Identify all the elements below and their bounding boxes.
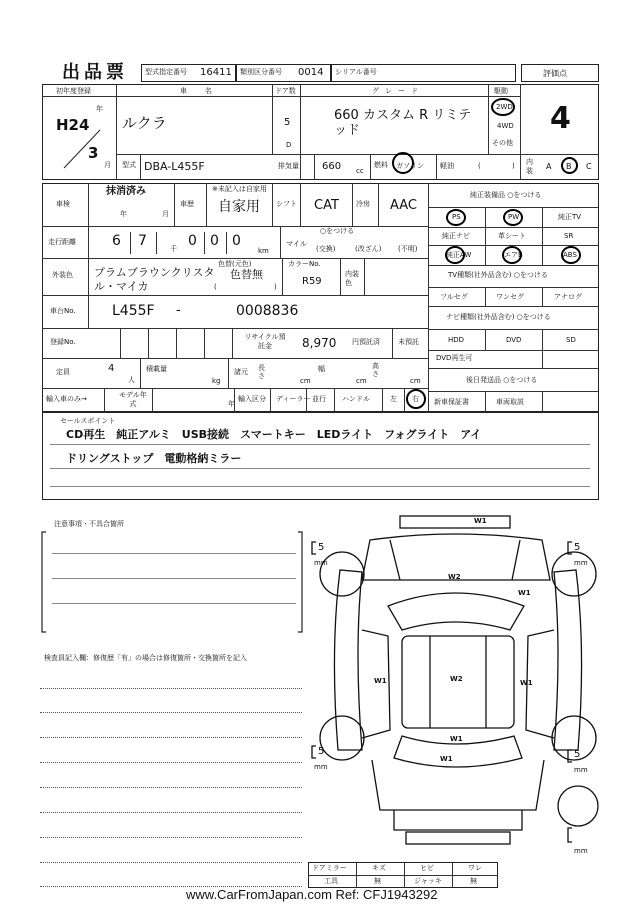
length-label: 長さ — [258, 364, 265, 380]
usage-value: 自家用 — [218, 199, 260, 215]
tread-rear-left-unit: mm — [314, 763, 328, 771]
equip-airbag: エアB — [504, 251, 523, 259]
width-label: 幅 — [318, 365, 325, 373]
class-value: 0014 — [298, 67, 324, 78]
chassis-number: 0008836 — [236, 303, 299, 319]
import-dealer: ディーラー — [276, 395, 311, 403]
import-label: 輸入車のみ→ — [46, 395, 87, 403]
tv-analog: アナログ — [554, 293, 582, 301]
equip-leather: 革シート — [498, 232, 526, 240]
fuel-label: 燃料 — [374, 161, 388, 169]
interior-a: A — [546, 162, 552, 171]
color-no-label: カラーNo. — [288, 260, 321, 268]
reg-no-label: 登録No. — [50, 338, 76, 346]
interior-b-circle — [561, 157, 578, 174]
reg-year: H24 — [56, 116, 90, 134]
length-unit: cm — [300, 377, 311, 385]
handle-right-circle — [406, 389, 426, 409]
type-cert-label: 型式指定番号 — [145, 68, 187, 76]
tread-rear-left: 5 — [318, 746, 325, 757]
month-unit: 月 — [104, 161, 111, 169]
thousand-unit: 千 — [170, 245, 177, 253]
mileage-modified: (改ざん) — [355, 245, 382, 253]
car-name-label: 車名 — [180, 87, 230, 95]
interior-label: 内装 — [526, 158, 533, 175]
usage-label: 車歴 — [180, 200, 194, 208]
height-label: 高さ — [372, 362, 379, 378]
inspector-label: 検査員記入欄：修復歴「有」の場合は修復箇所・交換箇所を記入 — [44, 654, 247, 662]
inspection-year-unit: 年 — [120, 210, 127, 218]
sales-points-label: セールスポイント — [60, 417, 116, 425]
score-label: 評価点 — [543, 69, 567, 78]
handle-right: 右 — [412, 395, 419, 403]
reg-month: 3 — [88, 144, 99, 162]
doors-label: ドア数 — [275, 87, 296, 95]
mileage-label: 走行距離 — [48, 238, 76, 246]
diagram-w1-rear-glass: W1 — [450, 735, 463, 743]
fuel-gas: ガソリン — [396, 162, 424, 170]
model-year-unit: 年 — [228, 400, 235, 408]
diagram-w2-hood: W2 — [448, 573, 461, 581]
capacity-value: 4 — [108, 363, 115, 374]
equip-ps: PS — [452, 213, 461, 221]
fuel-light: 軽油 — [440, 162, 454, 170]
handle-label: ハンドル — [342, 395, 370, 403]
color-no-value: R59 — [302, 276, 322, 287]
usage-note: ※未記入は自家用 — [212, 185, 267, 193]
shift-value: CAT — [314, 198, 339, 213]
drive-2wd: 2WD — [496, 103, 513, 111]
caution-label: 注意事項・不具合箇所 — [54, 520, 124, 528]
repaint-value: 色替無 — [230, 268, 263, 281]
tv-fullseg: フルセグ — [440, 293, 468, 301]
mileage-digit: 6 — [112, 233, 121, 249]
equip-ps-circle — [446, 209, 466, 226]
mileage-digits — [96, 228, 276, 256]
width-unit: cm — [356, 377, 367, 385]
tread-front-left-unit: mm — [314, 559, 328, 567]
footer-watermark: www.CarFromJapan.com Ref: CFJ1943292 — [186, 887, 438, 902]
recycle-unpaid: 未預託 — [398, 338, 419, 346]
recycle-paid: 円預託済 — [352, 338, 380, 346]
fuel-paren-open: ( — [478, 162, 481, 170]
recycle-value: 8,970 — [302, 336, 337, 350]
equip-aw-circle — [445, 246, 465, 264]
aftermarket-warranty: 新車保証書 — [434, 398, 469, 406]
mileage-digit: 0 — [188, 233, 197, 249]
first-reg-label: 初年度登録 — [56, 87, 91, 95]
mileage-unknown: (不明) — [398, 245, 418, 253]
navi-dvd: DVD — [506, 336, 522, 344]
history-label: 車検 — [56, 200, 70, 208]
model-label: 型式 — [122, 161, 136, 169]
repaint-paren-open: ( — [214, 283, 217, 291]
mileage-digit: 0 — [232, 233, 241, 249]
jack-label: ジャッキ — [414, 877, 442, 885]
drive-label: 駆動 — [494, 87, 508, 95]
capacity-unit: 人 — [128, 376, 135, 384]
cc-unit: cc — [356, 167, 364, 175]
serial-label: シリアル番号 — [335, 68, 377, 76]
interior-c: C — [586, 162, 592, 171]
navi-dvd-play: DVD再生可 — [436, 354, 473, 362]
import-type-label: 輸入区分 — [238, 395, 266, 403]
door-mirror-label: ドアミラー — [312, 864, 347, 872]
tread-front-right: 5 — [574, 542, 581, 553]
tread-rear-right-unit: mm — [574, 766, 588, 774]
shift-label: シフト — [276, 200, 297, 208]
mile-label: マイル — [286, 240, 307, 248]
ac-value: AAC — [390, 198, 417, 213]
scratch-label: キズ — [372, 864, 386, 872]
ac-label: 冷房 — [356, 200, 370, 208]
grade-value: 660 カスタム R リミテッド — [334, 108, 472, 138]
tv-oneseg: ワンセグ — [496, 293, 524, 301]
dent-label: ワレ — [468, 864, 482, 872]
mileage-digit: 0 — [210, 233, 219, 249]
car-name: ルクラ — [122, 114, 167, 132]
diagram-w1-left: W1 — [374, 677, 387, 685]
first-reg-diagonal — [50, 104, 110, 176]
fuel-paren-close: ) — [512, 162, 515, 170]
inspection-month-unit: 月 — [162, 210, 169, 218]
equip-pw-circle — [503, 209, 523, 226]
tread-front-left: 5 — [318, 542, 325, 553]
equip-navi: 純正ナビ — [442, 232, 470, 240]
doors-value: 5 — [284, 117, 291, 128]
mileage-exchange: (交換) — [316, 245, 336, 253]
load-unit: kg — [212, 377, 221, 385]
tread-spare-unit: mm — [574, 847, 588, 855]
interior-b: B — [566, 162, 572, 171]
tread-rear-right: 5 — [574, 749, 581, 760]
displacement-label: 排気量 — [278, 162, 299, 170]
tv-type-title: TV種類(社外品含む) ○をつける — [448, 271, 548, 279]
tread-front-right-unit: mm — [574, 559, 588, 567]
km-unit: km — [258, 247, 269, 255]
aftermarket-manual: 車両取説 — [496, 398, 524, 406]
ext-color-label: 外装色 — [52, 271, 73, 279]
sales-points-line1: CD再生 純正アルミ USB接続 スマートキー LEDライト フォグライト アイ — [66, 428, 482, 441]
aftermarket-title: 後日発送品 ○をつける — [466, 376, 538, 384]
tools-value: 無 — [374, 877, 381, 885]
page-title: 出品票 — [62, 62, 128, 83]
import-parallel: 並行 — [312, 395, 326, 403]
drive-other: その他 — [492, 139, 513, 147]
recycle-label: リサイクル預託金 — [244, 333, 286, 350]
equip-abs-circle — [561, 246, 581, 264]
diagram-w1-right: W1 — [520, 679, 533, 687]
sales-points-line2: ドリングストップ 電動格納ミラー — [66, 452, 242, 465]
diagram-w1-right-front: W1 — [518, 589, 531, 597]
chassis-dash: - — [176, 303, 181, 318]
score-value: 4 — [550, 101, 571, 136]
repaint-label: 色替(元色) — [218, 260, 252, 268]
crack-label: ヒビ — [420, 864, 434, 872]
navi-sd: SD — [566, 336, 576, 344]
load-label: 積載量 — [146, 365, 167, 373]
type-cert-value: 16411 — [200, 67, 232, 78]
ext-color-value: プラムブラウンクリスタル・マイカ — [94, 266, 215, 293]
displacement-value: 660 — [322, 161, 342, 172]
car-damage-diagram — [310, 510, 606, 860]
capacity-label: 定員 — [56, 368, 70, 376]
equip-title: 純正装備品 ○をつける — [470, 191, 542, 199]
model-value: DBA-L455F — [144, 160, 205, 173]
dims-label: 諸元 — [234, 368, 248, 376]
mileage-circle-hint: ○をつける — [320, 227, 355, 235]
navi-hdd: HDD — [448, 336, 465, 344]
diagram-w1-rear: W1 — [440, 755, 453, 763]
class-label: 類別区分番号 — [240, 68, 282, 76]
chassis-model: L455F — [112, 303, 155, 319]
drive-4wd: 4WD — [497, 122, 514, 130]
int-color-label: 内装色 — [345, 270, 359, 287]
grade-label: グレード — [372, 87, 424, 95]
caution-box — [40, 530, 304, 634]
handle-left: 左 — [390, 395, 397, 403]
drive-2wd-circle — [491, 98, 515, 116]
height-unit: cm — [410, 377, 421, 385]
tools-label: 工具 — [324, 877, 338, 885]
navi-type-title: ナビ種類(社外品含む) ○をつける — [446, 313, 551, 321]
diagram-w1-front: W1 — [474, 517, 487, 525]
model-year-label: モデル年式 — [119, 391, 147, 408]
equip-sr: SR — [564, 232, 574, 240]
equip-pw: PW — [508, 213, 520, 221]
jack-value: 無 — [470, 877, 477, 885]
mileage-digit: 7 — [138, 233, 147, 249]
equip-tv: 純正TV — [558, 213, 582, 221]
equip-aw: 純正AW — [446, 251, 472, 259]
equip-abs: ABS — [563, 251, 577, 259]
inspection-status: 抹消済み — [106, 186, 146, 197]
chassis-label: 車台No. — [50, 307, 76, 315]
fuel-gas-circle — [392, 152, 414, 174]
year-unit: 年 — [96, 105, 103, 113]
equip-airbag-circle — [502, 246, 522, 264]
doors-unit: D — [286, 141, 292, 149]
diagram-w2-roof: W2 — [450, 675, 463, 683]
repaint-paren-close: ) — [274, 283, 277, 291]
